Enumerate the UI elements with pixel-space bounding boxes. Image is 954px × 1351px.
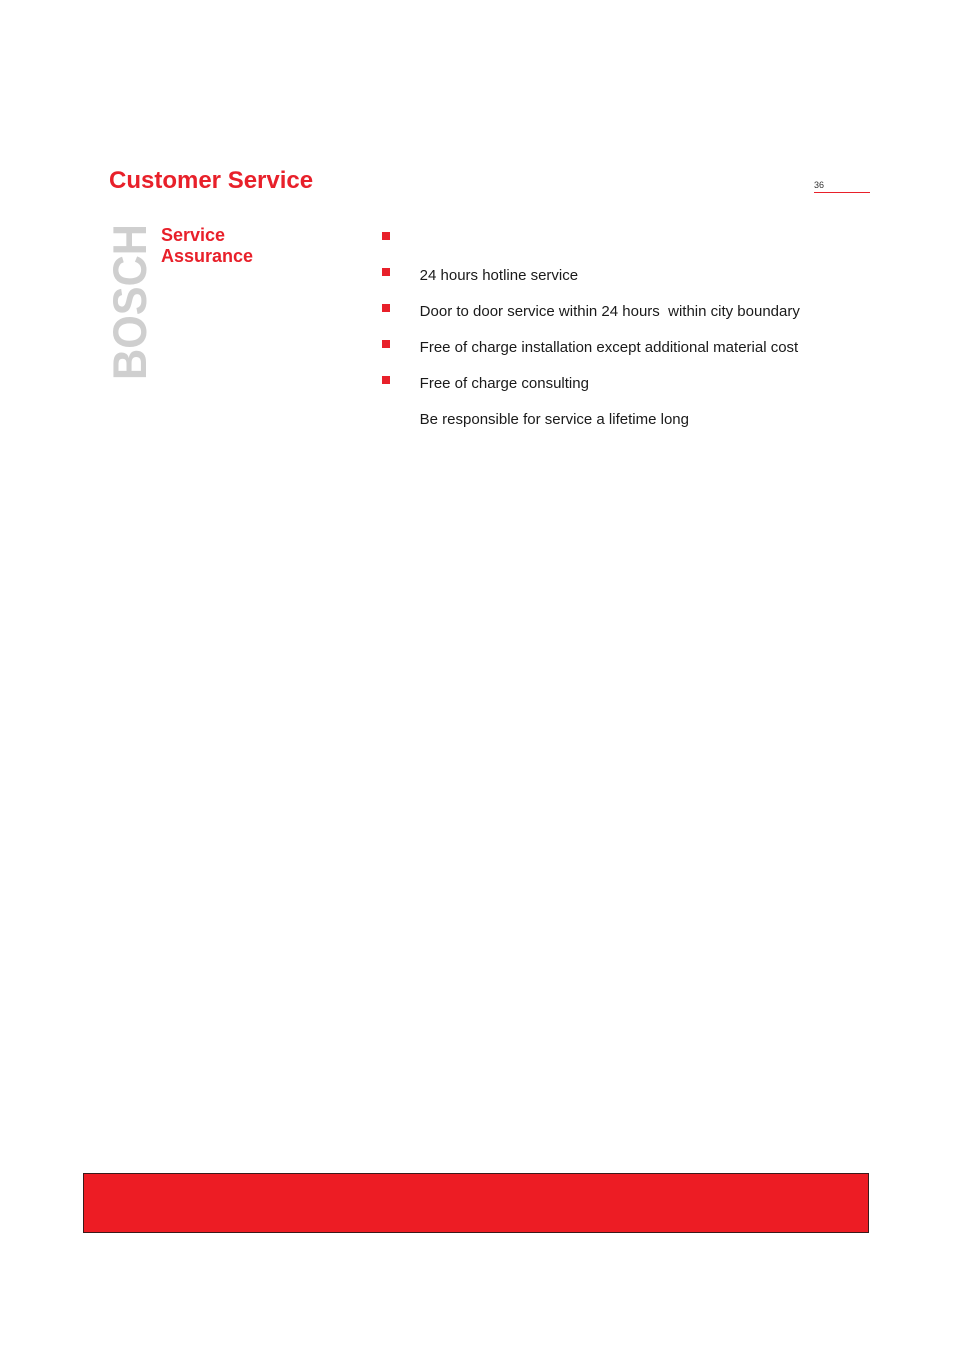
- list-item: [381, 370, 800, 428]
- list-item: [381, 226, 800, 284]
- list-item-text: Door to door service within 24 hours within city boundary: [419, 303, 800, 320]
- page-number: 36: [814, 180, 870, 193]
- list-item-text: Be responsible for service a lifetime long: [419, 411, 689, 428]
- bosch-logo: [103, 210, 156, 381]
- red-square-bullet-icon: [382, 232, 390, 240]
- list-item-text: Free of charge consulting: [419, 375, 589, 392]
- list-item: [381, 262, 800, 320]
- section-heading-line2: Assurance: [161, 246, 254, 266]
- list-item-text: Free of charge installation except additional material cost: [419, 339, 799, 356]
- footer-red-bar: [83, 1173, 869, 1233]
- list-item: [381, 334, 800, 392]
- section-heading-line1: Service: [161, 225, 226, 245]
- section-heading: [161, 225, 253, 267]
- page-title: Customer Service: [109, 167, 314, 194]
- red-square-bullet-icon: [382, 340, 390, 348]
- bosch-logo-text: BOSCH: [103, 210, 156, 380]
- red-square-bullet-icon: [382, 376, 390, 384]
- red-square-bullet-icon: [382, 304, 390, 312]
- red-square-bullet-icon: [382, 268, 390, 276]
- service-bullet-list: [381, 226, 800, 428]
- list-item: [381, 298, 800, 356]
- list-item-text: 24 hours hotline service: [419, 267, 579, 284]
